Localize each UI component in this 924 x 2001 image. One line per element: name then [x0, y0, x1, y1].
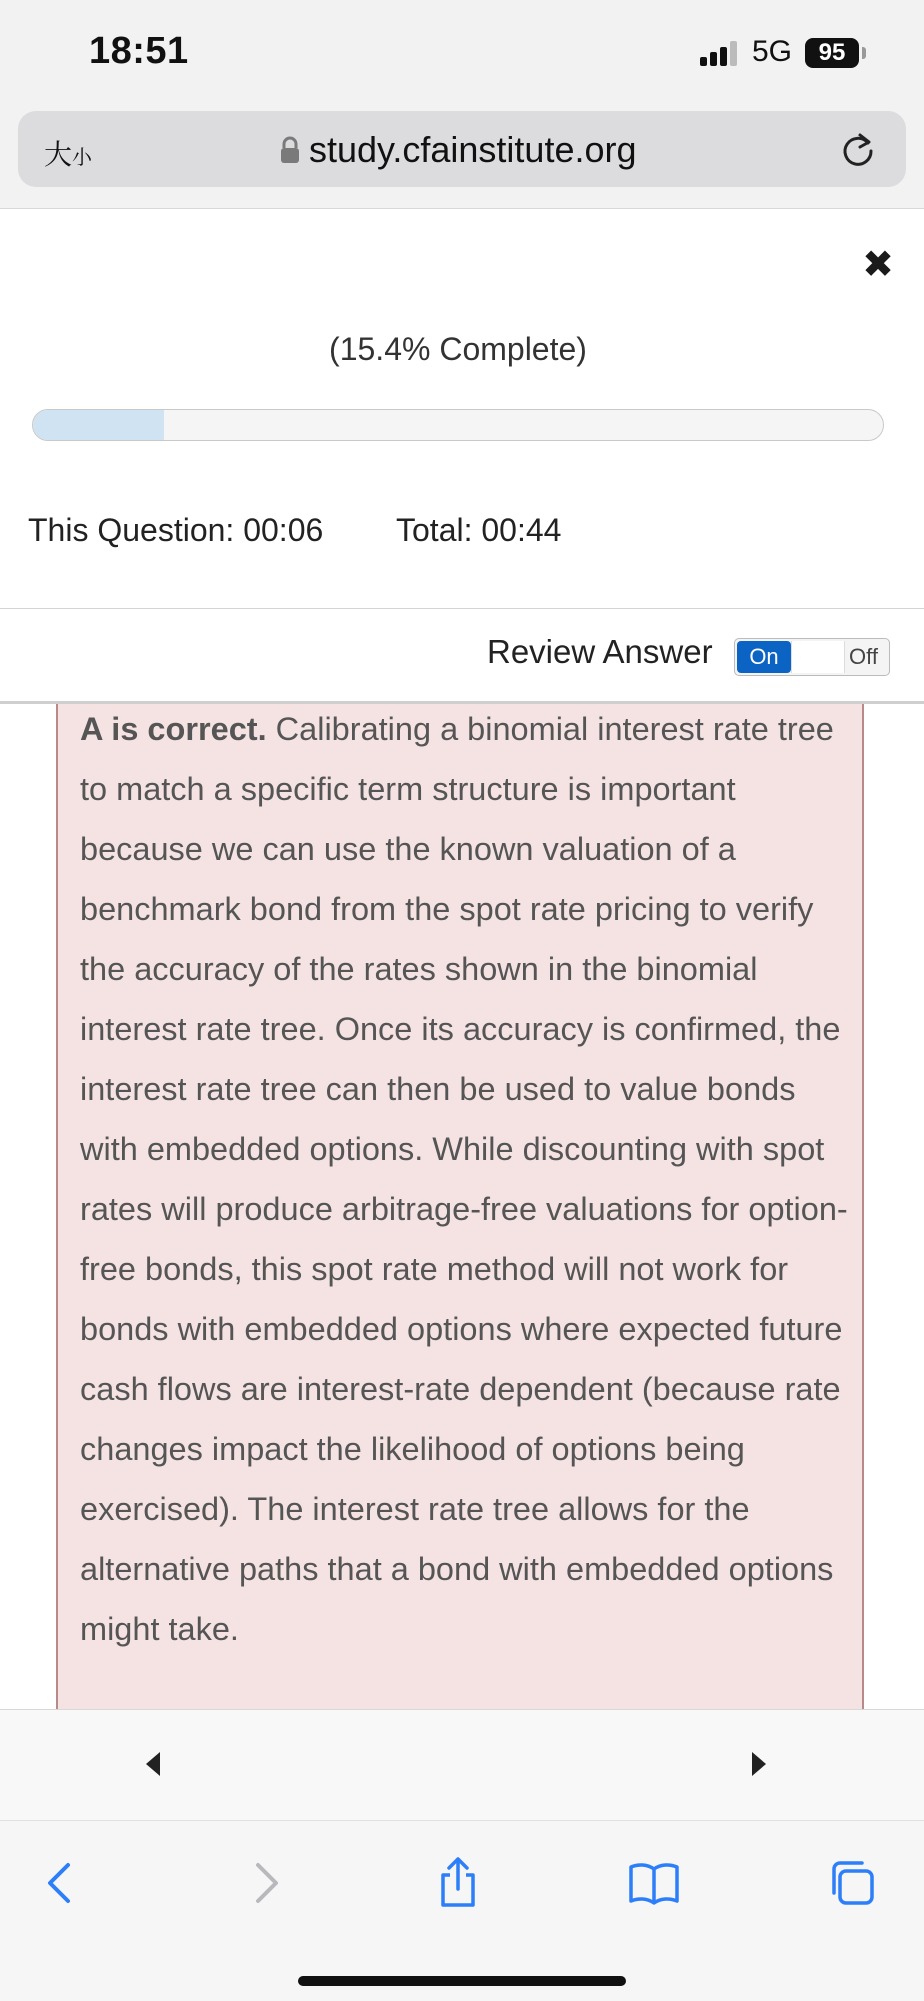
- review-answer-label: Review Answer: [487, 633, 713, 670]
- divider: [0, 608, 924, 609]
- share-icon[interactable]: [430, 1855, 486, 1911]
- text-size-large: 大: [44, 138, 73, 171]
- home-indicator: [298, 1976, 626, 1986]
- progress-label: (15.4% Complete): [329, 331, 587, 367]
- reload-icon[interactable]: [838, 129, 878, 169]
- next-question-icon[interactable]: [744, 1746, 774, 1782]
- lock-icon: [274, 134, 306, 166]
- toggle-off-label: Off: [849, 644, 878, 669]
- status-time: 18:51: [89, 30, 189, 72]
- progress-fill: [33, 410, 164, 440]
- signal-icon: [700, 40, 740, 66]
- forward-icon[interactable]: [236, 1855, 292, 1911]
- battery-tip: [862, 47, 866, 59]
- question-navigation: [0, 1709, 924, 1821]
- total-timer: Total: 00:44: [396, 512, 562, 548]
- url-text[interactable]: study.cfainstitute.org: [309, 129, 637, 170]
- back-icon[interactable]: [34, 1855, 90, 1911]
- battery-icon: 95: [805, 38, 859, 68]
- question-timer: This Question: 00:06: [28, 512, 324, 548]
- previous-question-icon[interactable]: [138, 1746, 168, 1782]
- status-bar: [0, 0, 924, 105]
- browser-toolbar: [0, 1820, 924, 2001]
- text-size-button[interactable]: [44, 133, 92, 173]
- answer-body: Calibrating a binomial interest rate tree to match a specific term structure is important because we can use the known valuation of a benchmark bond from the spot rate pricing to verify the accuracy of the rates shown in the binomial interest rate tree. Once its accuracy is confirmed, the interest rate tree can then be used to value bonds with embedded options. While discounting with spot rates will produce arbitrage-free valuations for option-free bonds, this spot rate method will not work for bonds with embedded options where expected future cash flows are interest-rate dependent (because rate changes impact the likelihood of options being exercised). The interest rate tree allows for the alternative paths that a bond with embedded options might take.: [80, 711, 848, 1647]
- quiz-content: [0, 208, 924, 1711]
- review-answer-toggle[interactable]: [734, 638, 890, 676]
- progress-bar: [32, 409, 884, 441]
- text-size-small: 小: [72, 145, 93, 169]
- bookmarks-icon[interactable]: [626, 1855, 682, 1911]
- tabs-icon[interactable]: [824, 1855, 880, 1911]
- answer-explanation: [80, 699, 850, 1659]
- toggle-knob[interactable]: [791, 641, 845, 673]
- answer-lead: A is correct.: [80, 711, 267, 747]
- network-type: 5G: [752, 35, 793, 68]
- close-icon[interactable]: ✖: [862, 244, 894, 286]
- address-bar[interactable]: [18, 111, 906, 187]
- toggle-on-label: On: [737, 641, 791, 673]
